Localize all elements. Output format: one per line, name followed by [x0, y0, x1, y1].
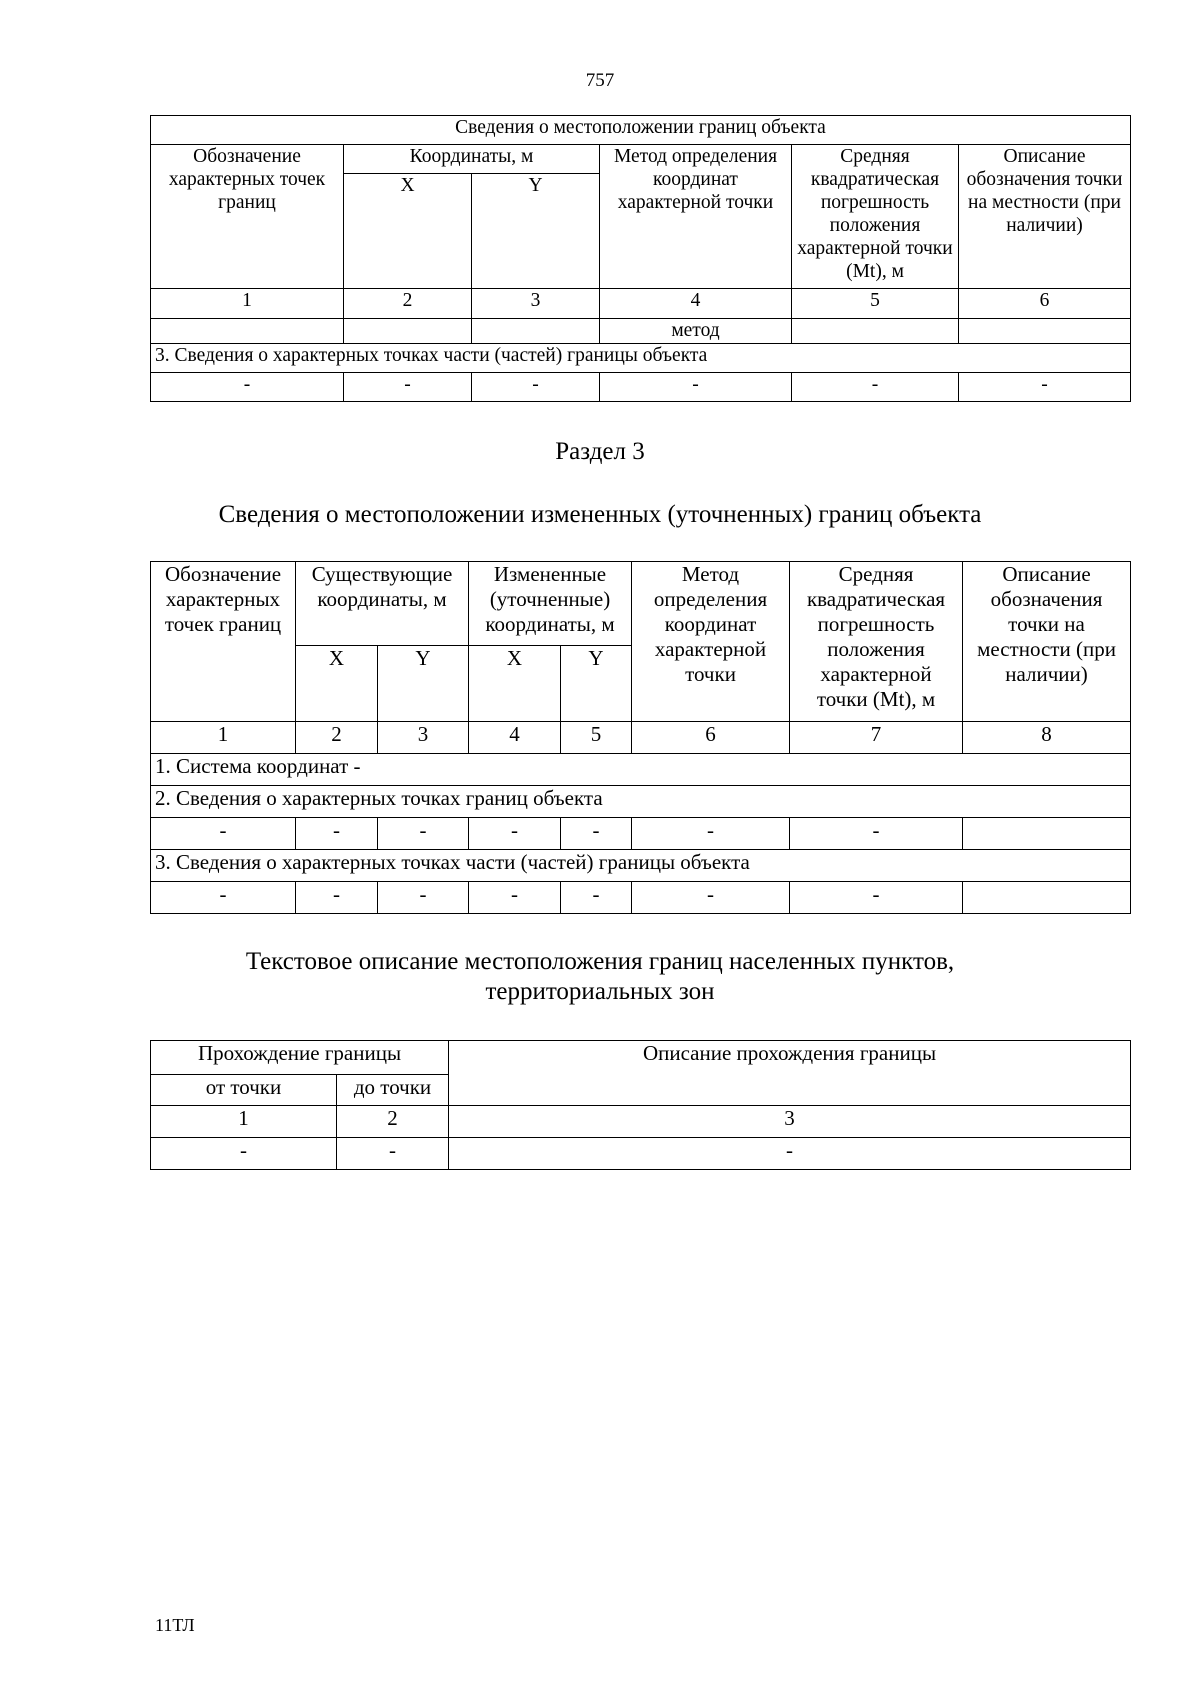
header-from-point: от точки: [151, 1075, 337, 1106]
header-method: Метод определения координат характерной точки: [600, 145, 792, 289]
column-number: 1: [151, 1106, 337, 1138]
text-description-title-line1: Текстовое описание местоположения границ населенных пунктов,: [245, 948, 955, 975]
section2-title: 2. Сведения о характерных точках границ объекта: [151, 786, 1131, 818]
header-error: Средняя квадратическая погрешность положения характерной точки (Mt), м: [792, 145, 959, 289]
column-number: 3: [449, 1106, 1131, 1138]
footer-code: 11ТЛ: [155, 1615, 195, 1635]
text-description-title-line2: территориальных зон: [485, 978, 715, 1005]
table-row: - - - - - - -: [151, 882, 1131, 914]
header-changed: Измененные (уточненные) координаты, м: [469, 562, 632, 646]
column-number: 4: [469, 722, 561, 754]
method-cell: метод: [600, 319, 792, 344]
table-row: - - - - - -: [151, 373, 1131, 402]
header-y: Y: [561, 646, 632, 722]
page-number: 757: [585, 70, 615, 91]
header-passage-description: Описание прохождения границы: [449, 1041, 1131, 1106]
section-title: Сведения о местоположении измененных (уточненных) границ объекта: [218, 501, 982, 528]
text-description-title: [0, 947, 1200, 1007]
boundary-passage-table: [150, 1040, 1131, 1170]
header-existing: Существующие координаты, м: [296, 562, 469, 646]
section3-title: 3. Сведения о характерных точках части (частей) границы объекта: [151, 850, 1131, 882]
header-designation: Обозначение характерных точек границ: [151, 562, 296, 722]
section3-title: 3. Сведения о характерных точках части (частей) границы объекта: [151, 344, 1131, 373]
column-number: 8: [963, 722, 1131, 754]
column-numbers-row: [151, 722, 1131, 754]
column-number: 1: [151, 722, 296, 754]
header-y: Y: [472, 174, 600, 289]
header-x: X: [344, 174, 472, 289]
boundary-location-table: [150, 115, 1131, 402]
table-title: Сведения о местоположении границ объекта: [151, 116, 1131, 145]
column-number: 1: [151, 289, 344, 319]
header-error: Средняя квадратическая погрешность положения характерной точки (Mt), м: [790, 562, 963, 722]
header-coordinates: Координаты, м: [344, 145, 600, 174]
header-x: X: [296, 646, 378, 722]
header-description: Описание обозначения точки на местности (при наличии): [963, 562, 1131, 722]
header-description: Описание обозначения точки на местности (при наличии): [959, 145, 1131, 289]
coord-system-row: 1. Система координат -: [151, 754, 1131, 786]
column-number: 5: [561, 722, 632, 754]
column-number: 2: [296, 722, 378, 754]
header-to-point: до точки: [337, 1075, 449, 1106]
header-y: Y: [378, 646, 469, 722]
column-number: 5: [792, 289, 959, 319]
column-number: 3: [472, 289, 600, 319]
column-number: 7: [790, 722, 963, 754]
column-numbers-row: [151, 1106, 1131, 1138]
changed-boundary-table: [150, 561, 1131, 914]
column-number: 4: [600, 289, 792, 319]
column-number: 2: [344, 289, 472, 319]
column-number: 3: [378, 722, 469, 754]
header-method: Метод определения координат характерной точки: [632, 562, 790, 722]
column-number: 6: [959, 289, 1131, 319]
header-designation: Обозначение характерных точек границ: [151, 145, 344, 289]
column-number: 6: [632, 722, 790, 754]
header-x: X: [469, 646, 561, 722]
table-row: - - -: [151, 1138, 1131, 1170]
header-passage: Прохождение границы: [151, 1041, 449, 1075]
table-row: - - - - - - -: [151, 818, 1131, 850]
column-numbers-row: [151, 289, 1131, 319]
section-label: Раздел 3: [555, 438, 645, 465]
column-number: 2: [337, 1106, 449, 1138]
table-row: [151, 319, 1131, 344]
